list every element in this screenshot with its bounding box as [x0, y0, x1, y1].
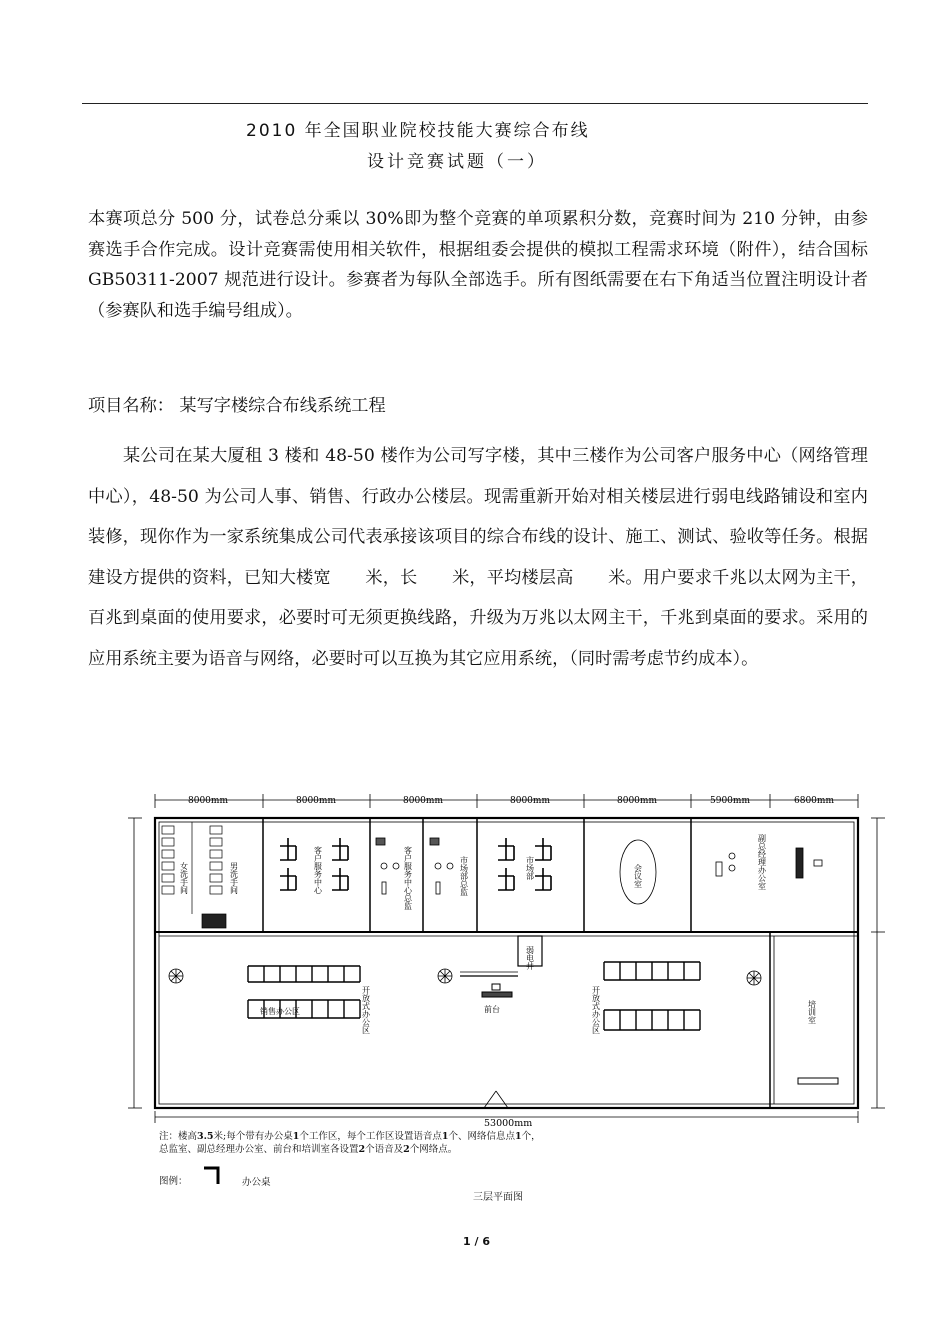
dim-1: 8000mm	[188, 796, 228, 806]
legend-desk-text: 办公桌	[242, 1177, 271, 1188]
reception-desk	[482, 984, 512, 997]
title-line-1: 2010 年全国职业院校技能大赛综合布线	[246, 121, 590, 141]
note-line-2: 总监室、副总经理办公室、前台和培训室各设置2个语音及2个网络点。	[159, 1143, 458, 1155]
room-customer-service: 客户服务中心	[313, 846, 323, 894]
room-market-dept: 市场部	[525, 856, 535, 880]
room-open-office-right: 开放式办公区	[591, 986, 601, 1034]
room-women-wc: 女洗手间	[179, 862, 189, 894]
legend-label: 图例：	[159, 1176, 188, 1187]
room-men-wc: 男洗手间	[229, 862, 239, 894]
dim-4: 8000mm	[510, 796, 550, 806]
room-market-director: 市场部总监	[459, 856, 469, 896]
dim-2: 8000mm	[296, 796, 336, 806]
room-office-area: 销售办公区	[260, 1007, 300, 1016]
room-training: 培训室	[807, 1000, 817, 1024]
toilet-fixtures	[162, 822, 226, 928]
room-deputy-gm: 副总经理办公室	[757, 834, 767, 890]
note-line-1: 注：楼高3.5米;每个带有办公桌1个工作区，每个工作区设置语音点1个、网络信息点1个，	[159, 1131, 541, 1142]
desk-legend-icon	[202, 1166, 222, 1186]
title-line-2: 设计竞赛试题（一）	[367, 152, 547, 172]
training-desk	[798, 1078, 838, 1084]
floor-plan	[120, 786, 890, 1126]
total-length: 53000mm	[484, 1118, 533, 1126]
room-reception: 前台	[484, 1005, 500, 1014]
header-rule	[82, 103, 868, 104]
dim-6: 5900mm	[710, 796, 750, 806]
floor-plan-caption: 三层平面图	[473, 1192, 523, 1203]
intro-paragraph: 本赛项总分 500 分，试卷总分乘以 30%即为整个竞赛的单项累积分数，竞赛时间为 210 分钟，由参赛选手合作完成。设计竞赛需使用相关软件，根据组委会提供的模拟工程需求环境（附件），结合国标 GB50311-2007 规范进行设计。参赛者为每队全部选手。所有图纸需要在右下角适当位置注明设计者（参赛队和选手编号组成）。	[88, 209, 868, 321]
side-dimension-lines	[128, 818, 885, 1108]
room-meeting: 会议室	[633, 864, 643, 888]
office-furniture	[376, 838, 822, 904]
project-description: 某公司在某大厦租 3 楼和 48-50 楼作为公司写字楼，其中三楼作为公司客户服务中心（网络管理中心），48-50 为公司人事、销售、行政办公楼层。现需重新开始对相关楼层进行弱电线路铺设和室内装修，现你作为一家系统集成公司代表承接该项目的综合布线的设计、施工、测试、验收等任务。根据建设方提供的资料，已知大楼宽 米，长 米，平均楼层高 米。用户要求千兆以太网为主干，百兆到桌面的使用要求，必要时可无须更换线路，升级为万兆以太网主干，千兆到桌面的要求。采用的应用系统主要为语音与网络，必要时可以互换为其它应用系统，（同时需考虑节约成本）。	[88, 446, 868, 669]
project-name: 项目名称： 某写字楼综合布线系统工程	[88, 396, 386, 416]
floor-plan-note	[159, 1131, 679, 1156]
page-number: 1 / 6	[463, 1235, 490, 1248]
room-service-director: 客户服务中心总监	[403, 846, 413, 910]
room-weak-current: 弱电井	[525, 946, 535, 970]
room-open-office-left: 开放式办公区	[361, 986, 371, 1034]
walls	[155, 818, 858, 1108]
dim-3: 8000mm	[403, 796, 443, 806]
dim-5: 8000mm	[617, 796, 657, 806]
top-dimension-line	[155, 794, 858, 808]
dim-7: 6800mm	[794, 796, 834, 806]
